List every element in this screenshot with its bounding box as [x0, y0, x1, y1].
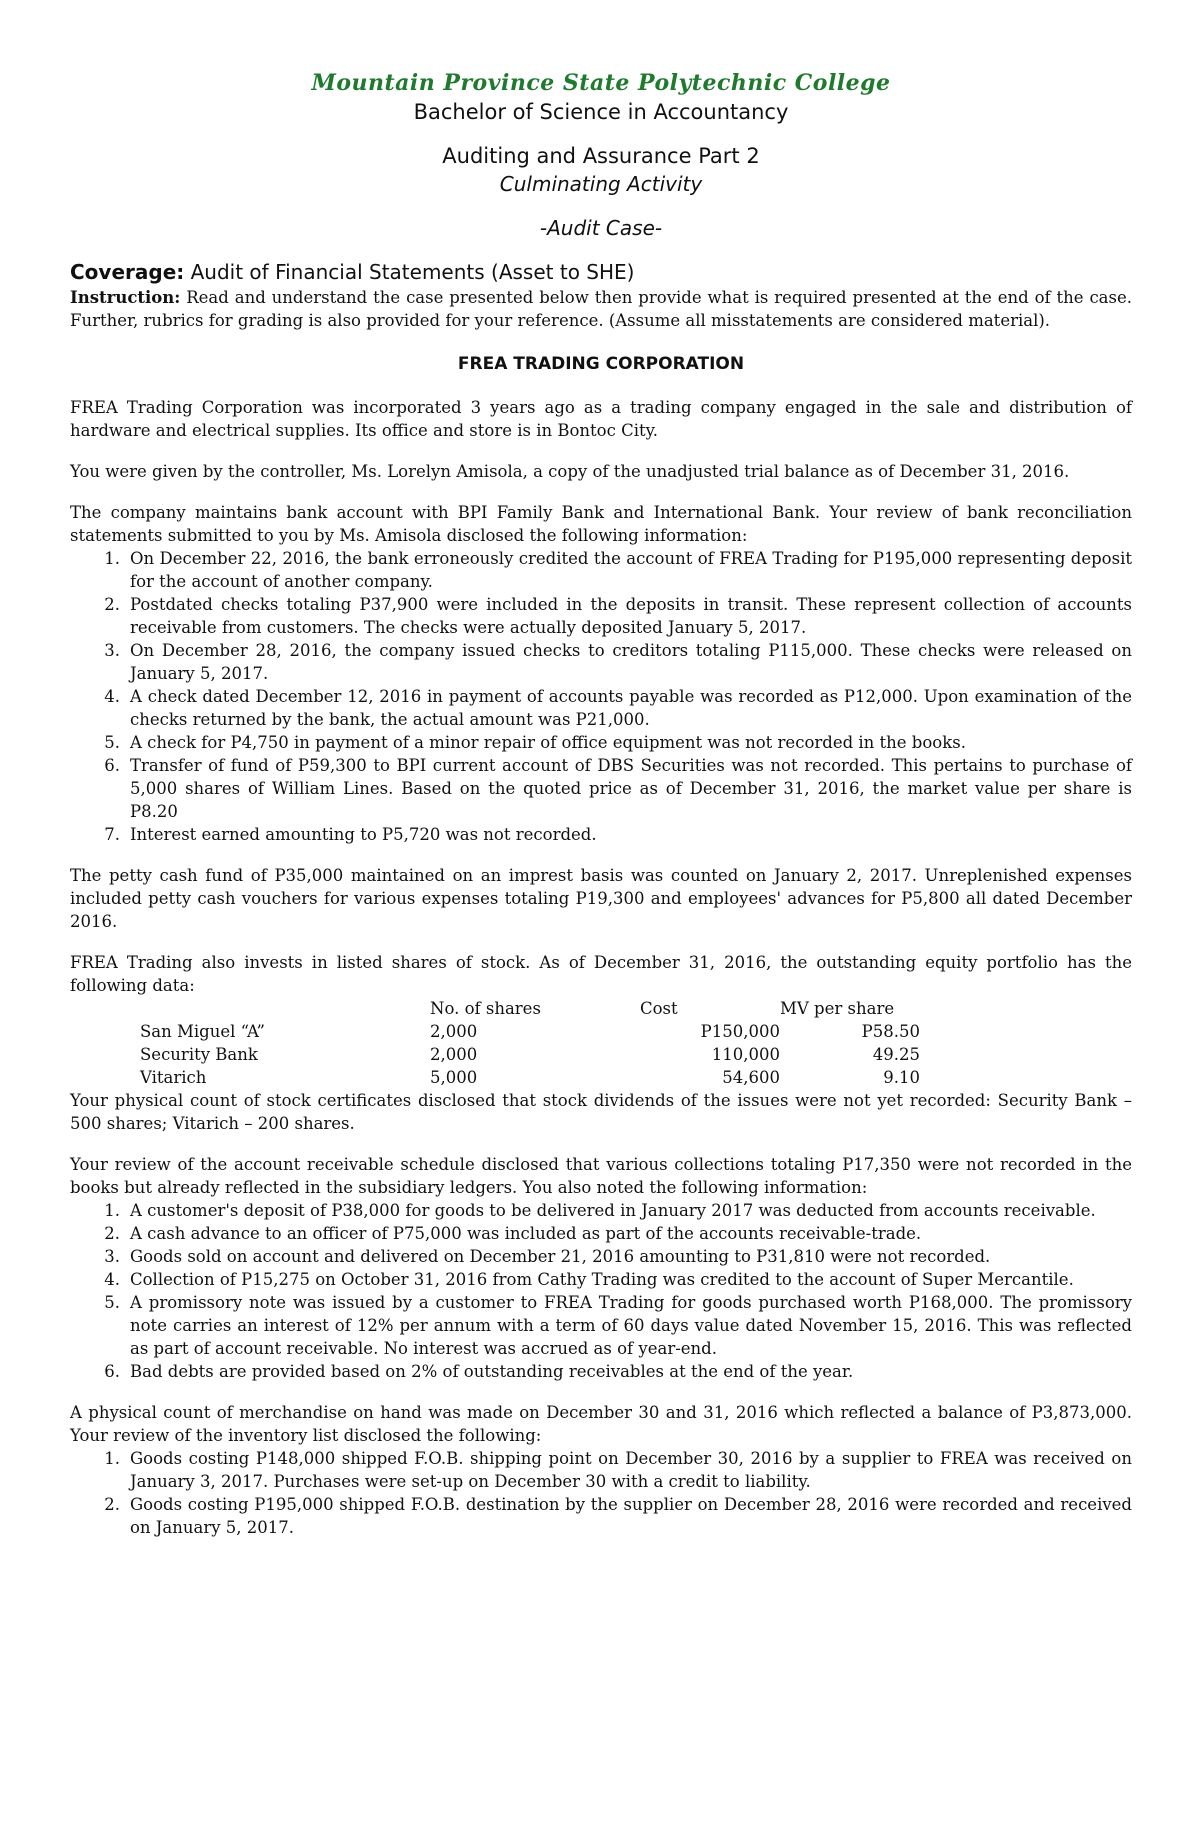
table-row: Vitarich 5,000 54,600 9.10	[140, 1068, 920, 1087]
instruction-paragraph	[70, 286, 1132, 332]
inventory-intro-paragraph: A physical count of merchandise on hand was made on December 30 and 31, 2016 which reflected a balance of P3,873,000. Your review of the inventory list disclosed the following:	[70, 1403, 1132, 1445]
coverage-label: Coverage:	[70, 260, 185, 284]
list-item: 7. Interest earned amounting to P5,720 was not recorded.	[104, 825, 597, 844]
document-page	[70, 70, 1132, 1539]
inventory-items-list	[70, 1447, 1132, 1539]
table-header-row: No. of shares Cost MV per share	[430, 999, 895, 1018]
list-item: 4. A check dated December 12, 2016 in payment of accounts payable was recorded as P12,000. Upon examination of the checks returned by the bank, the actual amount was P21,000.	[104, 687, 1132, 729]
list-item: 4. Collection of P15,275 on October 31, 2016 from Cathy Trading was credited to the account of Super Mercantile.	[104, 1270, 1074, 1289]
coverage-text: Audit of Financial Statements (Asset to SHE)	[184, 260, 635, 284]
ar-intro-paragraph: Your review of the account receivable schedule disclosed that various collections totaling P17,350 were not recorded in the books but already reflected in the subsidiary ledgers. You also noted the following information:	[70, 1155, 1132, 1197]
list-item: 5. A promissory note was issued by a customer to FREA Trading for goods purchased worth P168,000. The promissory note carries an interest of 12% per annum with a term of 60 days value dated November 15, 2016. This was reflected as part of account receivable. No interest was accrued as of year-end.	[104, 1293, 1132, 1358]
table-row: San Miguel “A” 2,000 P150,000 P58.50	[140, 1022, 920, 1041]
stock-dividends-paragraph: Your physical count of stock certificates disclosed that stock dividends of the issues were not yet recorded: Security Bank – 500 shares; Vitarich – 200 shares.	[70, 1091, 1132, 1133]
instruction-label: Instruction:	[70, 288, 181, 307]
activity-title: Culminating Activity	[499, 172, 703, 196]
bank-intro-paragraph: The company maintains bank account with BPI Family Bank and International Bank. Your review of bank reconciliation statements submitted to you by Ms. Amisola disclosed the following information:	[70, 503, 1132, 545]
list-item: 2. Goods costing P195,000 shipped F.O.B. destination by the supplier on December 28, 2016 were recorded and received on January 5, 2017.	[104, 1495, 1132, 1537]
trial-balance-paragraph: You were given by the controller, Ms. Lorelyn Amisola, a copy of the unadjusted trial balance as of December 31, 2016.	[70, 462, 1070, 481]
list-item: 5. A check for P4,750 in payment of a minor repair of office equipment was not recorded in the books.	[104, 733, 966, 752]
case-title: FREA TRADING CORPORATION	[457, 354, 745, 374]
bank-items-list	[70, 547, 1132, 846]
audit-case-title: -Audit Case-	[539, 216, 663, 240]
petty-cash-paragraph: The petty cash fund of P35,000 maintained on an imprest basis was counted on January 2, 2017. Unreplenished expenses included petty cash vouchers for various expenses totaling P19,300 and employees' advances for P5,800 all dated December 2016.	[70, 866, 1132, 931]
list-item: 3. On December 28, 2016, the company issued checks to creditors totaling P115,000. These checks were released on January 5, 2017.	[104, 641, 1132, 683]
list-item: 6. Transfer of fund of P59,300 to BPI current account of DBS Securities was not recorded. This pertains to purchase of 5,000 shares of William Lines. Based on the quoted price as of December 31, 2016, the market value per share is P8.20	[104, 756, 1132, 821]
investments-intro-paragraph: FREA Trading also invests in listed shares of stock. As of December 31, 2016, the outstanding equity portfolio has the following data:	[70, 953, 1132, 995]
instruction-text: Read and understand the case presented below then provide what is required presented at the end of the case. Further, rubrics for grading is also provided for your reference. (Assume all misstatements are considered material).	[70, 288, 1132, 330]
list-item: 1. Goods costing P148,000 shipped F.O.B. shipping point on December 30, 2016 by a supplier to FREA was received on January 3, 2017. Purchases were set-up on December 30 with a credit to liability.	[104, 1449, 1132, 1491]
list-item: 2. Postdated checks totaling P37,900 were included in the deposits in transit. These represent collection of accounts receivable from customers. The checks were actually deposited January 5, 2017.	[104, 595, 1132, 637]
list-item: 2. A cash advance to an officer of P75,000 was included as part of the accounts receivable-trade.	[104, 1224, 922, 1243]
portfolio-table	[70, 997, 990, 1089]
list-item: 6. Bad debts are provided based on 2% of outstanding receivables at the end of the year.	[104, 1362, 854, 1381]
list-item: 1. On December 22, 2016, the bank erroneously credited the account of FREA Trading for P195,000 representing deposit for the account of another company.	[104, 549, 1132, 591]
coverage-line	[70, 260, 1132, 284]
list-item: 3. Goods sold on account and delivered on December 21, 2016 amounting to P31,810 were not recorded.	[104, 1247, 991, 1266]
program-title: Bachelor of Science in Accountancy	[413, 100, 789, 124]
intro-paragraph: FREA Trading Corporation was incorporated 3 years ago as a trading company engaged in the sale and distribution of hardware and electrical supplies. Its office and store is in Bontoc City.	[70, 398, 1132, 440]
list-item: 1. A customer's deposit of P38,000 for goods to be delivered in January 2017 was deducted from accounts receivable.	[104, 1201, 1096, 1220]
college-name: Mountain Province State Polytechnic College	[311, 70, 891, 96]
table-row: Security Bank 2,000 110,000 49.25	[140, 1045, 920, 1064]
ar-items-list	[70, 1199, 1132, 1383]
course-title: Auditing and Assurance Part 2	[442, 144, 760, 168]
